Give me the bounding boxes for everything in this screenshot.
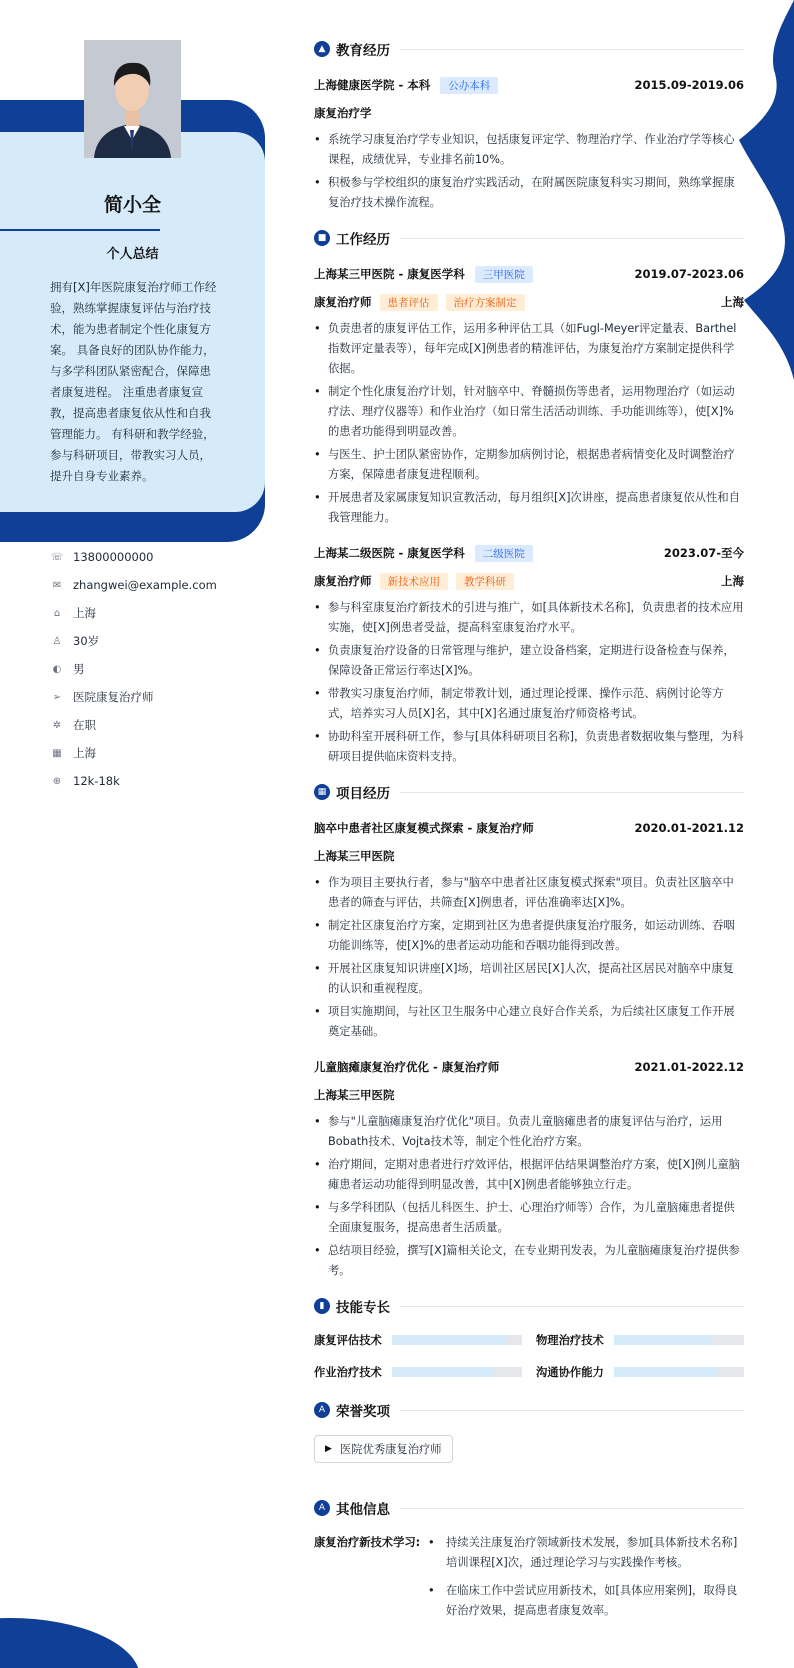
candidate-name: 简小全 (103, 194, 161, 216)
summary-text: 拥有[X]年医院康复治疗师工作经验，熟练掌握康复评估与治疗技术，能为患者制定个性化康复方案。 具备良好的团队协作能力，与多学科团队紧密配合，保障患者康复进程。 注重患者康复宣教，提高患者康复依从性和自我管理能力。 有科研和教学经验，参与科研项目，带教实习人员，提升自身专业素养。 (50, 280, 217, 483)
project-name: 儿童脑瘫康复治疗优化 - 康复治疗师 (314, 1060, 500, 1074)
list-item: • 参与科室康复治疗新技术的引进与推广，如[具体新技术名称]，负责患者的技术应用实施，使[X]例患者受益，提高科室康复治疗水平。 (314, 598, 744, 638)
section-title: 工作经历 (336, 232, 390, 248)
age-icon: ♙ (52, 635, 62, 647)
section-header (314, 1295, 744, 1317)
section-divider (400, 1508, 744, 1509)
employer-tag: 三甲医院 (475, 266, 533, 283)
section-title: 技能专长 (336, 1300, 390, 1316)
list-item: • 开展患者及家属康复知识宣教活动，每月组织[X]次讲座，提高患者康复依从性和自我管理能力。 (314, 488, 744, 528)
section-header (314, 38, 744, 60)
section-divider (400, 1306, 744, 1307)
info-list (50, 543, 270, 795)
honors-section (314, 1399, 744, 1483)
school-name: 上海健康医学院 - 本科 (314, 78, 431, 92)
section-divider (400, 49, 744, 50)
avatar (84, 40, 181, 158)
summary-title: 个人总结 (106, 247, 159, 262)
date-range: 2023.07-至今 (663, 546, 744, 560)
list-item: • 治疗期间，定期对患者进行疗效评估，根据评估结果调整治疗方案，使[X]例儿童脑瘫患者运动功能得到明显改善，其中[X]例患者能够独立行走。 (314, 1155, 744, 1195)
section-header (314, 1399, 744, 1421)
phone-icon: ☏ (50, 551, 64, 563)
list-item: • 制定社区康复治疗方案，定期到社区为患者提供康复治疗服务，如运动训练、吞咽功能训练等，使[X]%的患者运动功能和吞咽功能得到改善。 (314, 916, 744, 956)
skill-tag: 治疗方案制定 (446, 294, 525, 311)
list-item: • 总结项目经验，撰写[X]篇相关论文，在专业期刊发表，为儿童脑瘫康复治疗提供参考。 (314, 1241, 744, 1281)
graduation-cap-icon: ▲ (314, 41, 330, 57)
education-section (314, 38, 744, 213)
work-entry (314, 542, 744, 767)
work-city: 上海 (721, 295, 744, 309)
info-value: 医院康复治疗师 (73, 690, 154, 704)
info-gender (50, 655, 270, 683)
bullet-list (428, 1533, 744, 1629)
award-label: 医院优秀康复治疗师 (339, 1443, 442, 1456)
project-name: 脑卒中患者社区康复模式探索 - 康复治疗师 (314, 821, 534, 835)
project-org: 上海某三甲医院 (314, 849, 395, 863)
skill-fill (614, 1367, 718, 1377)
employer-tag: 二级医院 (475, 545, 533, 562)
date-range: 2020.01-2021.12 (634, 821, 744, 835)
info-value: 上海 (73, 606, 96, 620)
projects-section (314, 781, 744, 1281)
list-item: • 在临床工作中尝试应用新技术，如[具体应用案例]，取得良好治疗效果，提高患者康复效率。 (428, 1581, 744, 1621)
work-section (314, 227, 744, 767)
education-entry (314, 74, 744, 213)
list-item: • 与多学科团队（包括儿科医生、护士、心理治疗师等）合作，为儿童脑瘫患者提供全面康复服务，提高患者生活质量。 (314, 1198, 744, 1238)
skill-bar (614, 1335, 744, 1345)
award-badge (314, 1435, 453, 1463)
building-icon: ▦ (52, 747, 62, 759)
info-value: 上海 (73, 746, 96, 760)
info-email (50, 571, 270, 599)
section-title: 项目经历 (336, 786, 390, 802)
employer-name: 上海某三甲医院 - 康复医学科 (314, 267, 465, 281)
list-item: • 负责康复治疗设备的日常管理与维护，建立设备档案，定期进行设备检查与保养，保障设备正常运行率达[X]%。 (314, 641, 744, 681)
play-icon: ▶ (325, 1444, 332, 1454)
list-item: • 持续关注康复治疗领域新技术发展，参加[具体新技术名称]培训课程[X]次，通过理论学习与实践操作考核。 (428, 1533, 744, 1573)
info-job (50, 683, 270, 711)
section-title: 其他信息 (336, 1502, 390, 1518)
skill-item (536, 1331, 744, 1349)
skill-tag: 教学科研 (456, 573, 514, 590)
info-location (50, 599, 270, 627)
date-range: 2019.07-2023.06 (634, 267, 744, 281)
award-icon: A (314, 1402, 330, 1418)
project-entry (314, 817, 744, 1042)
skill-item (314, 1363, 522, 1381)
section-title: 教育经历 (336, 43, 390, 59)
section-header (314, 227, 744, 249)
salary-icon: ⊕ (52, 775, 62, 787)
skill-item (536, 1363, 744, 1381)
bullet-list (314, 873, 744, 1042)
list-item: • 系统学习康复治疗学专业知识，包括康复评定学、物理治疗学、作业治疗学等核心课程，成绩优异，专业排名前10%。 (314, 130, 744, 170)
info-age (50, 627, 270, 655)
info-salary (50, 767, 270, 795)
home-icon: ⌂ (53, 607, 61, 619)
section-divider (400, 1410, 744, 1411)
list-item: • 作为项目主要执行者，参与"脑卒中患者社区康复模式探索"项目。负责社区脑卒中患者的筛查与评估，共筛查[X]例患者，评估准确率达[X]%。 (314, 873, 744, 913)
skill-item (314, 1331, 522, 1349)
info-value: 在职 (73, 718, 96, 732)
skill-bar (392, 1367, 522, 1377)
school-tag: 公办本科 (440, 77, 498, 94)
work-city: 上海 (721, 574, 744, 588)
skill-tag: 新技术应用 (380, 573, 449, 590)
bullet-list (314, 598, 744, 767)
list-item: • 协助科室开展科研工作，参与[具体科研项目名称]，负责患者数据收集与整理，为科研项目提供临床资料支持。 (314, 727, 744, 767)
briefcase-icon: ■ (314, 230, 330, 246)
bar-chart-icon: ▮ (314, 1298, 330, 1314)
bullet-list (314, 319, 744, 528)
bullet-list (314, 130, 744, 213)
mail-icon: ✉ (52, 579, 62, 591)
send-icon: ➢ (52, 691, 62, 703)
list-item: • 参与"儿童脑瘫康复治疗优化"项目。负责儿童脑瘫患者的康复评估与治疗，运用Bobath技术、Vojta技术等，制定个性化治疗方案。 (314, 1112, 744, 1152)
info-value: zhangwei@example.com (73, 578, 217, 592)
skill-name: 作业治疗技术 (314, 1366, 382, 1379)
skill-name: 沟通协作能力 (536, 1366, 604, 1379)
status-icon: ✲ (52, 719, 62, 731)
skill-name: 物理治疗技术 (536, 1334, 604, 1347)
other-section (314, 1497, 744, 1629)
info-city (50, 739, 270, 767)
list-item: • 带教实习康复治疗师，制定带教计划，通过理论授课、操作示范、病例讨论等方式，培养实习人员[X]名，其中[X]名通过康复治疗师资格考试。 (314, 684, 744, 724)
info-status (50, 711, 270, 739)
section-title: 荣誉奖项 (336, 1404, 390, 1420)
info-value: 男 (73, 662, 85, 676)
section-header (314, 781, 744, 803)
list-item: • 与医生、护士团队紧密协作，定期参加病例讨论，根据患者病情变化及时调整治疗方案，保障患者康复进程顺利。 (314, 445, 744, 485)
date-range: 2015.09-2019.06 (634, 78, 744, 92)
major: 康复治疗学 (314, 106, 372, 120)
skill-name: 康复评估技术 (314, 1334, 382, 1347)
project-org: 上海某三甲医院 (314, 1088, 395, 1102)
date-range: 2021.01-2022.12 (634, 1060, 744, 1074)
skills-grid (314, 1331, 744, 1381)
section-divider (400, 238, 744, 239)
list-item: • 负责患者的康复评估工作，运用多种评估工具（如Fugl-Meyer评定量表、Barthel指数评定量表等），每年完成[X]例患者的精准评估，为康复治疗方案制定提供科学依据。 (314, 319, 744, 379)
name-underline (0, 229, 160, 231)
sidebar (0, 0, 280, 1668)
list-item: • 开展社区康复知识讲座[X]场，培训社区居民[X]人次，提高社区居民对脑卒中康复的认识和重视程度。 (314, 959, 744, 999)
main-content (314, 38, 744, 1643)
skill-tag: 患者评估 (380, 294, 438, 311)
bullet-list (314, 1112, 744, 1281)
section-header (314, 1497, 744, 1519)
list-item: • 积极参与学校组织的康复治疗实践活动，在附属医院康复科实习期间，熟练掌握康复治疗技术操作流程。 (314, 173, 744, 213)
info-value: 30岁 (73, 634, 100, 648)
skill-fill (392, 1367, 493, 1377)
info-icon: A (314, 1500, 330, 1516)
gender-icon: ◐ (52, 663, 62, 675)
grid-icon: ▦ (314, 784, 330, 800)
skill-bar (392, 1335, 522, 1345)
list-item: • 项目实施期间，与社区卫生服务中心建立良好合作关系，为后续社区康复工作开展奠定基础。 (314, 1002, 744, 1042)
section-divider (400, 792, 744, 793)
employer-name: 上海某二级医院 - 康复医学科 (314, 546, 465, 560)
skills-section (314, 1295, 744, 1381)
info-phone (50, 543, 270, 571)
list-item: • 制定个性化康复治疗计划，针对脑卒中、脊髓损伤等患者，运用物理治疗（如运动疗法、理疗仪器等）和作业治疗（如日常生活活动训练、手功能训练等），使[X]%的患者功能得到明显改善。 (314, 382, 744, 442)
skill-fill (392, 1335, 506, 1345)
other-entry (314, 1533, 744, 1629)
skill-bar (614, 1367, 744, 1377)
job-role: 康复治疗师 (314, 295, 372, 309)
project-entry (314, 1056, 744, 1281)
info-value: 13800000000 (73, 550, 154, 564)
work-entry (314, 263, 744, 528)
other-label: 康复治疗新技术学习: (314, 1536, 421, 1549)
info-value: 12k-18k (73, 774, 120, 788)
job-role: 康复治疗师 (314, 574, 372, 588)
skill-fill (614, 1335, 712, 1345)
